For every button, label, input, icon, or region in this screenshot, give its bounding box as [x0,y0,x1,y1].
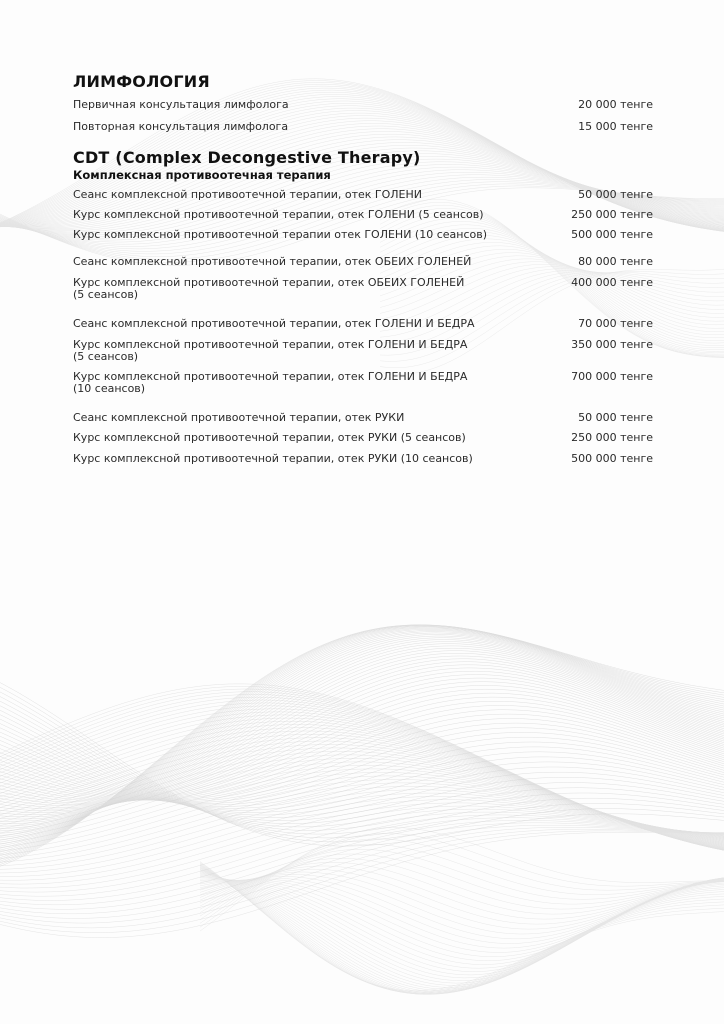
service-price: 250 000 тенге [571,208,653,221]
service-price: 500 000 тенге [571,452,653,465]
service-price: 20 000 тенге [578,98,653,111]
wave-band [200,828,724,995]
service-price: 80 000 тенге [578,255,653,268]
service-name: Сеанс комплексной противоотечной терапии, отек ГОЛЕНИ И БЕДРА [73,317,475,330]
section-title-lymphology: ЛИМФОЛОГИЯ [73,72,210,91]
service-name: Сеанс комплексной противоотечной терапии, отек РУКИ [73,411,405,424]
service-name: Курс комплексной противоотечной терапии, отек ГОЛЕНИ (5 сеансов) [73,208,484,221]
service-name: Сеанс комплексной противоотечной терапии, отек ГОЛЕНИ [73,188,423,201]
service-name: Курс комплексной противоотечной терапии, отек ОБЕИХ ГОЛЕНЕЙ (5 сеансов) [73,276,465,301]
service-price: 500 000 тенге [571,228,653,241]
service-price: 50 000 тенге [578,411,653,424]
service-name: Сеанс комплексной противоотечной терапии, отек ОБЕИХ ГОЛЕНЕЙ [73,255,472,268]
service-name: Курс комплексной противоотечной терапии, отек РУКИ (5 сеансов) [73,431,466,444]
service-name: Повторная консультация лимфолога [73,120,289,133]
service-price: 50 000 тенге [578,188,653,201]
service-price: 350 000 тенге [571,338,653,351]
service-price: 15 000 тенге [578,120,653,133]
section-subtitle: Комплексная противоотечная терапия [73,168,331,182]
wave-band [0,684,724,938]
service-price: 700 000 тенге [571,370,653,383]
section-title-cdt: CDT (Complex Decongestive Therapy) [73,148,421,167]
service-name: Первичная консультация лимфолога [73,98,289,111]
service-name: Курс комплексной противоотечной терапии, отек ГОЛЕНИ И БЕДРА (10 сеансов) [73,370,468,395]
service-name: Курс комплексной противоотечной терапии, отек РУКИ (10 сеансов) [73,452,473,465]
service-name: Курс комплексной противоотечной терапии, отек ГОЛЕНИ И БЕДРА (5 сеансов) [73,338,468,363]
service-price: 400 000 тенге [571,276,653,289]
service-price: 70 000 тенге [578,317,653,330]
service-name: Курс комплексной противоотечной терапии отек ГОЛЕНИ (10 сеансов) [73,228,488,241]
service-price: 250 000 тенге [571,431,653,444]
